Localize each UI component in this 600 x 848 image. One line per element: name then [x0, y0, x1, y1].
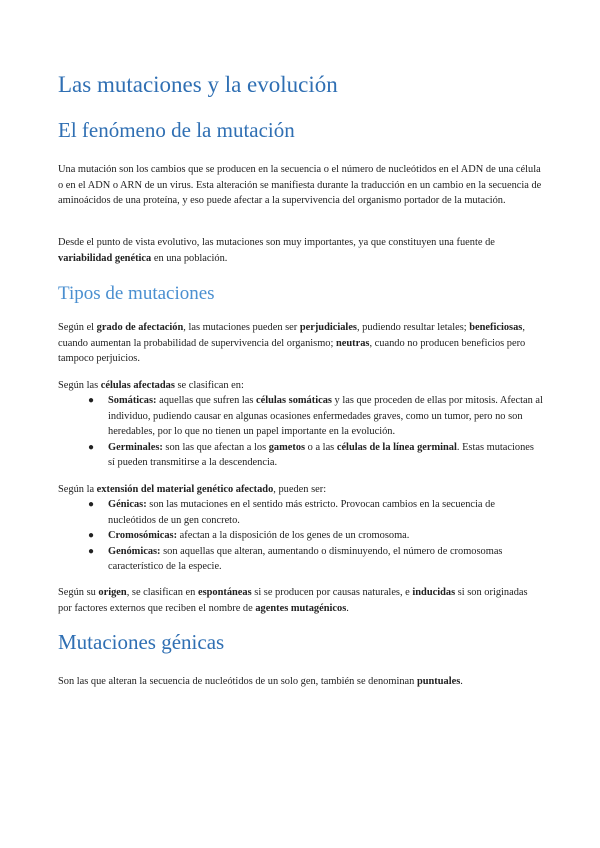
list-celulas: [58, 393, 543, 471]
paragraph-evolutivo: Desde el punto de vista evolutivo, las mutaciones son muy importantes, ya que constituyen una fuente de variabilidad genética en una población.: [58, 237, 495, 264]
bullet-icon: ●: [88, 530, 95, 541]
list-extension: [58, 497, 543, 575]
paragraph-grado-afectacion: Según el grado de afectación, las mutaciones pueden ser perjudiciales, pudiendo resultar letales; beneficiosas, cuando aumentan la probabilidad de supervivencia del organismo; neutras, cuando no producen beneficios pero tampoco perjuicios.: [58, 322, 526, 364]
section-heading-mutaciones-genicas: Mutaciones génicas: [58, 630, 225, 654]
bold-variabilidad: variabilidad genética: [58, 252, 152, 264]
list-item-genicas: ● Génicas: son las mutaciones en el sentido más estricto. Provocan cambios en la secuencia de nucleótidos de un gen concreto.: [88, 499, 495, 526]
list-item-cromosomicas: ● Cromosómicas: afectan a la disposición de los genes de un cromosoma.: [58, 528, 543, 544]
list-item-germinales: ● Germinales: son las que afectan a los gametos o a las células de la línea germinal. Estas mutaciones sí pueden transmitirse a la descendencia.: [88, 441, 534, 468]
page-title: Las mutaciones y la evolución: [58, 72, 338, 97]
paragraph-definicion: Una mutación son los cambios que se producen en la secuencia o el número de nucleótidos en el ADN de una célula o en el ADN o ARN de un virus. Esta alteración se manifiesta durante la traducción en un cambio en la secuencia de aminoácidos de una proteína, y eso puede afectar a la supervivencia del organismo portador de la mutación.: [58, 164, 542, 206]
paragraph-origen: Según su origen, se clasifican en espontáneas si se producen por causas naturales, e inducidas si son originadas por factores externos que reciben el nombre de agentes mutagénicos.: [58, 587, 528, 614]
section-heading-tipos: Tipos de mutaciones: [58, 283, 215, 304]
bullet-icon: ●: [88, 499, 95, 510]
paragraph-genicas: Son las que alteran la secuencia de nucleótidos de un solo gen, también se denominan puntuales.: [58, 676, 463, 687]
paragraph-extension: Según la extensión del material genético afectado, pueden ser:: [58, 484, 327, 495]
paragraph-celulas-afectadas: Según las células afectadas se clasifican en:: [58, 380, 244, 391]
section-heading-fenomeno: El fenómeno de la mutación: [58, 118, 295, 142]
bullet-icon: ●: [88, 441, 95, 453]
bullet-icon: ●: [88, 545, 95, 557]
bullet-icon: ●: [88, 395, 95, 406]
list-item-somaticas: ● Somáticas: aquellas que sufren las células somáticas y las que proceden de ellas por mitosis. Afectan al individuo, pudiendo causar en algunas ocasiones enfermedades graves, como un tumor, pero no son heredables, por lo que no tienen un papel importante en la evolución.: [88, 395, 543, 437]
list-item-genomicas: ● Genómicas: son aquellas que alteran, aumentando o disminuyendo, el número de cromosomas característico de la especie.: [88, 545, 503, 572]
